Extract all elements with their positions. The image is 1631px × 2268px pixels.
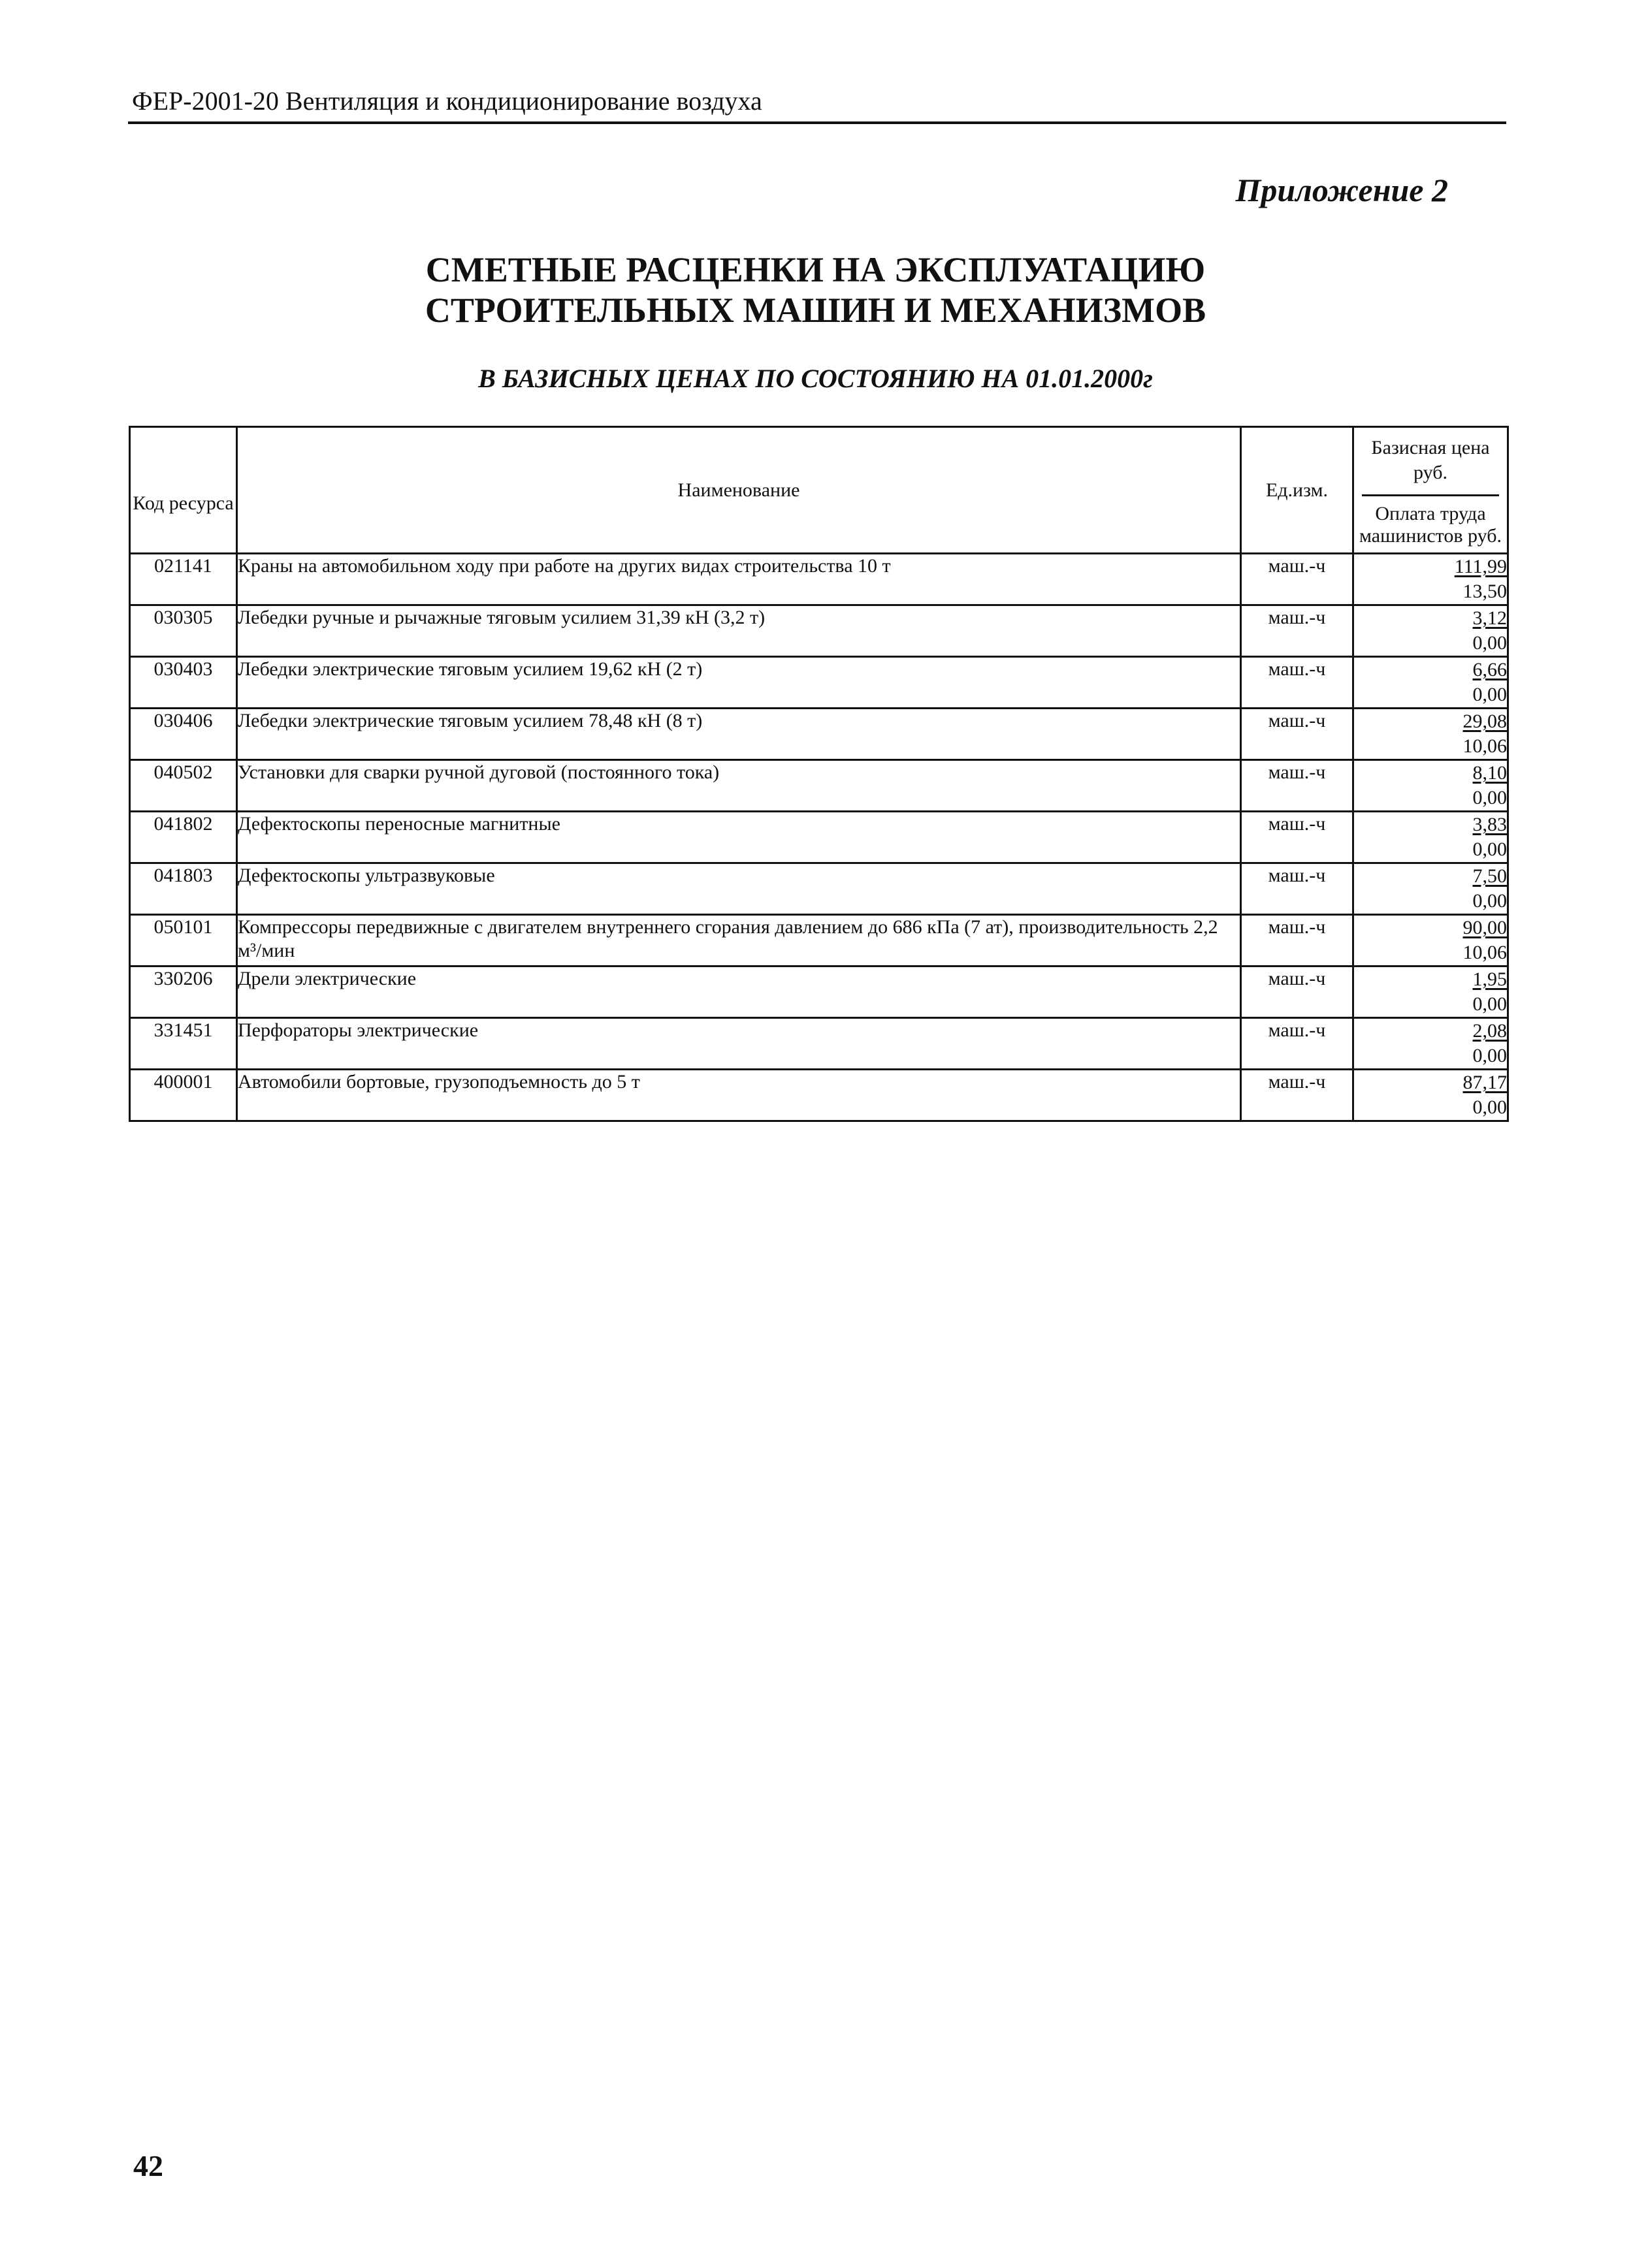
col-header-price [1353,427,1508,554]
appendix-label: Приложение 2 [1235,172,1448,208]
base-price-value: 3,12 [1472,607,1507,629]
col-header-labor: Оплата труда машинистов руб. [1359,503,1502,547]
resource-code-cell: 021141 [130,554,237,605]
table-row [130,915,1508,966]
price-cell [1353,915,1508,966]
unit-cell: маш.-ч [1241,1070,1353,1121]
base-price-value: 6,66 [1472,659,1507,680]
resource-code-cell: 041802 [130,812,237,863]
base-price-value: 87,17 [1462,1072,1507,1093]
document-title [0,249,1631,330]
table-header-row [130,427,1508,554]
resource-name-cell: Дефектоскопы переносные магнитные [237,812,1241,863]
title-line-1: СМЕТНЫЕ РАСЦЕНКИ НА ЭКСПЛУАТАЦИЮ [425,250,1206,289]
labor-cost-value: 13,50 [1462,581,1507,602]
price-cell [1353,966,1508,1018]
resource-name-cell: Краны на автомобильном ходу при работе на других видах строительства 10 т [237,554,1241,605]
table-row [130,657,1508,709]
base-price-value: 8,10 [1472,762,1507,784]
labor-cost-value: 0,00 [1472,993,1507,1015]
labor-cost-value: 10,06 [1462,942,1507,963]
labor-cost-value: 0,00 [1472,632,1507,654]
document-subtitle: В БАЗИСНЫХ ЦЕНАХ ПО СОСТОЯНИЮ НА 01.01.2000г [478,364,1153,393]
unit-cell: маш.-ч [1241,760,1353,812]
labor-cost-value: 0,00 [1472,890,1507,912]
base-price-value: 1,95 [1472,968,1507,990]
resource-name-cell: Лебедки ручные и рычажные тяговым усилием 31,39 кН (3,2 т) [237,605,1241,657]
labor-cost-value: 0,00 [1472,839,1507,860]
unit-cell: маш.-ч [1241,554,1353,605]
price-cell [1353,657,1508,709]
unit-cell: маш.-ч [1241,709,1353,760]
price-cell [1353,709,1508,760]
resource-code-cell: 050101 [130,915,237,966]
resource-code-cell: 331451 [130,1018,237,1070]
unit-cell: маш.-ч [1241,863,1353,915]
labor-cost-value: 0,00 [1472,1096,1507,1118]
base-price-value: 2,08 [1472,1020,1507,1042]
price-cell [1353,554,1508,605]
base-price-value: 111,99 [1454,556,1507,577]
running-header [128,82,1506,124]
page-number: 42 [133,2149,163,2182]
table-row [130,760,1508,812]
resource-code-cell: 330206 [130,966,237,1018]
resource-name-cell: Лебедки электрические тяговым усилием 78,48 кН (8 т) [237,709,1241,760]
resource-name-cell: Лебедки электрические тяговым усилием 19,62 кН (2 т) [237,657,1241,709]
labor-cost-value: 0,00 [1472,684,1507,705]
running-title: ФЕР-2001-20 Вентиляция и кондиционирование воздуха [132,86,762,116]
price-cell [1353,605,1508,657]
price-cell [1353,812,1508,863]
resource-code-cell: 040502 [130,760,237,812]
table-row [130,605,1508,657]
unit-cell: маш.-ч [1241,812,1353,863]
table-row [130,1018,1508,1070]
unit-cell: маш.-ч [1241,605,1353,657]
price-cell [1353,1018,1508,1070]
title-line-2: СТРОИТЕЛЬНЫХ МАШИН И МЕХАНИЗМОВ [425,291,1206,330]
resource-code-cell: 030305 [130,605,237,657]
labor-cost-value: 0,00 [1472,1045,1507,1066]
base-price-value: 90,00 [1462,917,1507,938]
resource-name-cell: Дефектоскопы ультразвуковые [237,863,1241,915]
base-price-value: 29,08 [1462,711,1507,732]
unit-cell: маш.-ч [1241,915,1353,966]
resource-code-cell: 400001 [130,1070,237,1121]
price-cell [1353,863,1508,915]
table-row [130,709,1508,760]
table-row [130,554,1508,605]
base-price-value: 3,83 [1472,814,1507,835]
table-row [130,1070,1508,1121]
labor-cost-value: 0,00 [1472,787,1507,808]
resource-name-cell: Дрели электрические [237,966,1241,1018]
col-header-unit: Ед.изм. [1241,427,1353,554]
table-body [130,554,1508,1121]
col-header-base-price: Базисная цена руб. [1371,437,1490,483]
resource-code-cell: 030403 [130,657,237,709]
resource-name-cell: Автомобили бортовые, грузоподъемность до 5 т [237,1070,1241,1121]
unit-cell: маш.-ч [1241,657,1353,709]
table-row [130,863,1508,915]
price-cell [1353,760,1508,812]
rates-table [129,426,1509,1122]
resource-code-cell: 041803 [130,863,237,915]
resource-name-cell: Перфораторы электрические [237,1018,1241,1070]
resource-name-cell: Установки для сварки ручной дуговой (постоянного тока) [237,760,1241,812]
table-row [130,812,1508,863]
col-header-code: Код ресурса [130,427,237,554]
unit-cell: маш.-ч [1241,966,1353,1018]
col-header-name: Наименование [237,427,1241,554]
table-row [130,966,1508,1018]
resource-code-cell: 030406 [130,709,237,760]
base-price-value: 7,50 [1472,865,1507,887]
unit-cell: маш.-ч [1241,1018,1353,1070]
price-cell [1353,1070,1508,1121]
labor-cost-value: 10,06 [1462,735,1507,757]
resource-name-cell: Компрессоры передвижные с двигателем внутреннего сгорания давлением до 686 кПа (7 ат), производительность 2,2 м³/мин [237,915,1241,966]
